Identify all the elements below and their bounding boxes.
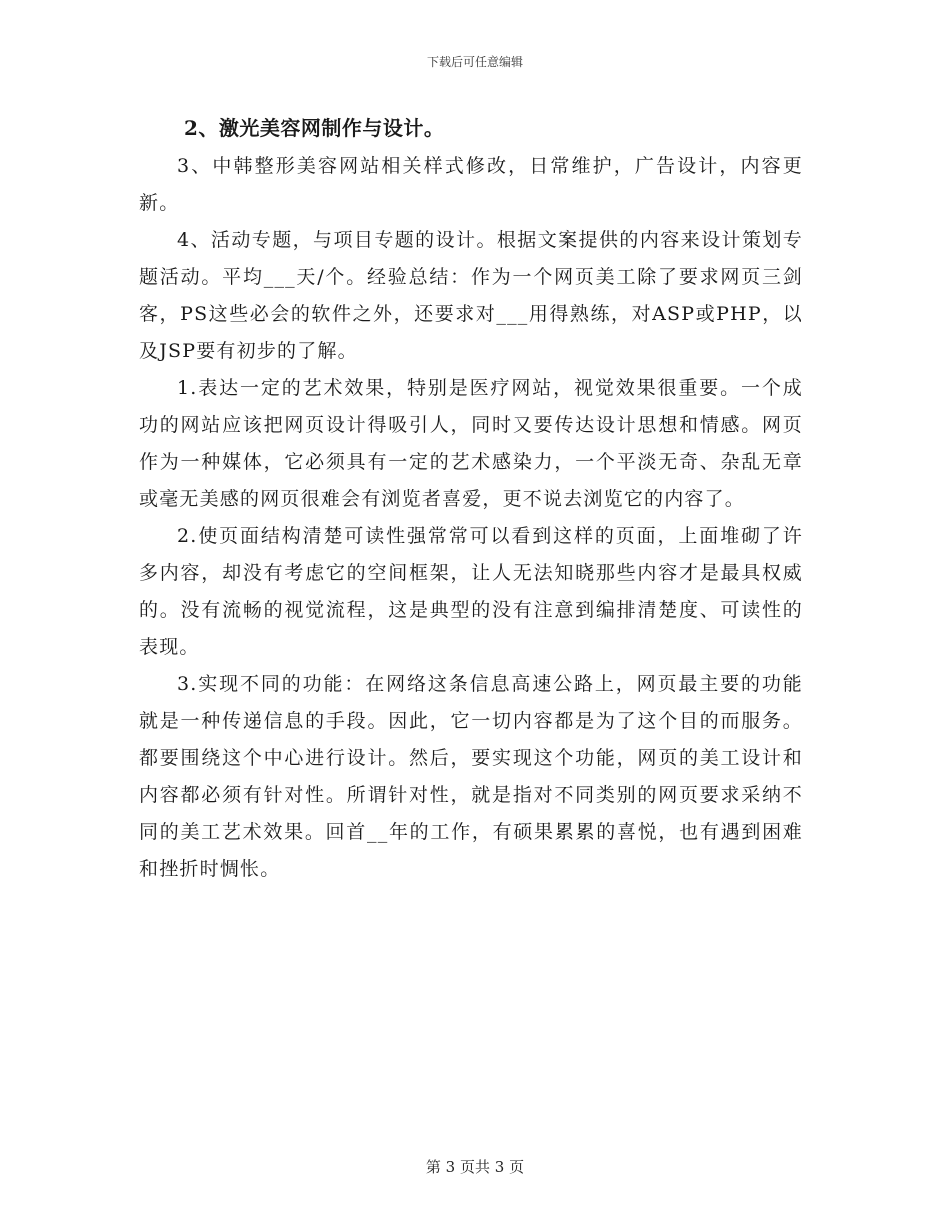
paragraph-maintenance: 3、中韩整形美容网站相关样式修改，日常维护，广告设计，内容更新。 — [139, 155, 803, 214]
paragraph-page-structure: 2.使页面结构清楚可读性强常常可以看到这样的页面，上面堆砌了许多内容，却没有考虑它的空间框架，让人无法知晓那些内容才是最具权威的。没有流畅的视觉流程，这是典型的没有注意到编排清楚度、可读性的表现。 — [139, 525, 803, 658]
paragraph-artistic-effect: 1.表达一定的艺术效果，特别是医疗网站，视觉效果很重要。一个成功的网站应该把网页设计得吸引人，同时又要传达设计思想和情感。网页作为一种媒体，它必须具有一定的艺术感染力，一个平淡无奇、杂乱无章或毫无美感的网页很难会有浏览者喜爱，更不说去浏览它的内容了。 — [139, 377, 803, 510]
paragraph-functions: 3.实现不同的功能：在网络这条信息高速公路上，网页最主要的功能就是一种传递信息的手段。因此，它一切内容都是为了这个目的而服务。都要围绕这个中心进行设计。然后，要实现这个功能，网页的美工设计和内容都必须有针对性。所谓针对性，就是指对不同类别的网页要求采纳不同的美工艺术效果。回首__年的工作，有硕果累累的喜悦，也有遇到困难和挫折时惆怅。 — [139, 673, 803, 880]
section-heading: 2、激光美容网制作与设计。 — [184, 116, 445, 140]
document-body — [139, 108, 803, 888]
page-header-note: 下载后可任意编辑 — [426, 55, 523, 69]
paragraph-special-topics: 4、活动专题，与项目专题的设计。根据文案提供的内容来设计策划专题活动。平均___天/个。经验总结：作为一个网页美工除了要求网页三剑客，PS这些必会的软件之外，还要求对___用得熟练，对ASP或PHP，以及JSP要有初步的了解。 — [139, 229, 803, 362]
page-number: 第 3 页共 3 页 — [425, 1158, 525, 1176]
